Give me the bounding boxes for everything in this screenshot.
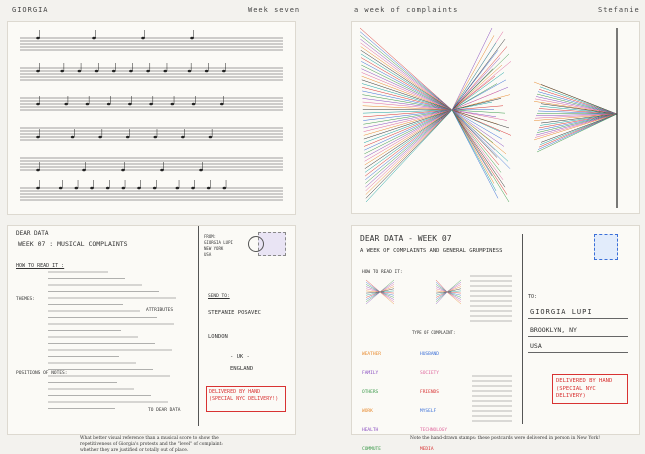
legend-word: OTHERS <box>362 390 379 395</box>
legend-word: SOCIETY <box>420 371 439 376</box>
to-line-1-right: GIORGIA LUPI <box>530 308 593 316</box>
to-label-right: TO: <box>528 294 538 300</box>
radiating-lines-card <box>352 22 639 213</box>
left-page-name: GIORGIA <box>12 6 49 14</box>
handwritten-notes-scribble <box>8 226 208 434</box>
address-line <box>528 318 628 319</box>
send-to-label: SEND TO: <box>208 294 230 299</box>
delivered-by-hand-box-right: DELIVERED BY HAND (SPECIAL NYC DELIVERY) <box>552 374 628 404</box>
legend-word: WEATHER <box>362 352 381 357</box>
music-score-card <box>8 22 295 214</box>
how-to-read-label-right: HOW TO READ IT: <box>362 270 403 275</box>
postcard-title-right: DEAR DATA - WEEK 07 <box>360 234 452 243</box>
to-line-3-right: USA <box>530 342 542 350</box>
to-line-3: - UK - <box>230 354 250 360</box>
legend-word: MYSELF <box>420 409 437 414</box>
from-line-3: USA <box>204 252 212 257</box>
right-page-week: a week of complaints <box>354 6 459 14</box>
positions-label: POSITIONS OF NOTES: <box>16 371 68 376</box>
to-line-2-right: BROOKLYN, NY <box>530 326 577 334</box>
to-line-4: ENGLAND <box>230 366 254 372</box>
hand-drawn-stamp-right <box>594 234 618 260</box>
legend-word: FAMILY <box>362 371 379 376</box>
address-line <box>528 352 628 353</box>
postcard-divider <box>198 226 199 426</box>
left-page-week: Week seven <box>248 6 301 14</box>
footer-note: TO DEAR DATA <box>148 408 181 413</box>
legend-word: MEDIA <box>420 447 434 452</box>
right-page-name: Stefanie <box>598 6 640 14</box>
legend-word: HUSBAND <box>420 352 439 357</box>
from-label: FROM: <box>204 234 217 239</box>
to-line-2: LONDON <box>208 334 228 340</box>
postcard-week: WEEK 07 : MUSICAL COMPLAINTS <box>18 240 128 248</box>
postmark-icon <box>248 236 264 252</box>
complaints-radial-drawing <box>352 22 639 213</box>
to-line-1: STEFANIE POSAVEC <box>208 310 261 316</box>
music-score-drawing <box>8 22 295 214</box>
from-line-1: GIORGIA LUPI <box>204 240 233 245</box>
left-caption: What better visual reference than a musical score to show the repetitiveness of Giorgia's protests and the "level" of complaint: whether they are justified or totally out of place. <box>80 436 223 453</box>
themes-label: THEMES: <box>16 297 35 302</box>
attributes-label: ATTRIBUTES <box>146 308 174 313</box>
legend-word: COMMUTE <box>362 447 381 452</box>
delivered-by-hand-box: DELIVERED BY HAND (SPECIAL NYC DELIVERY!) <box>206 386 286 412</box>
how-to-read-label: HOW TO READ IT : <box>16 263 65 269</box>
right-caption: Note the hand-drawn stamps: these postcards were delivered in person in New York! <box>410 436 600 441</box>
legend-word: FRIENDS <box>420 390 439 395</box>
postcard-divider-right <box>522 234 523 424</box>
type-label-right: TYPE OF COMPLAINT: <box>412 330 456 335</box>
legend-word: HEALTH <box>362 428 379 433</box>
postcard-title: DEAR DATA <box>16 230 49 237</box>
legend-word: WORK <box>362 409 373 414</box>
postcard-subtitle-right: A WEEK OF COMPLAINTS AND GENERAL GRUMPINESS <box>360 248 503 254</box>
left-postcard <box>8 226 295 434</box>
legend-word: TECHNOLOGY <box>420 428 448 433</box>
address-line <box>528 336 628 337</box>
from-line-2: NEW YORK <box>204 246 224 251</box>
